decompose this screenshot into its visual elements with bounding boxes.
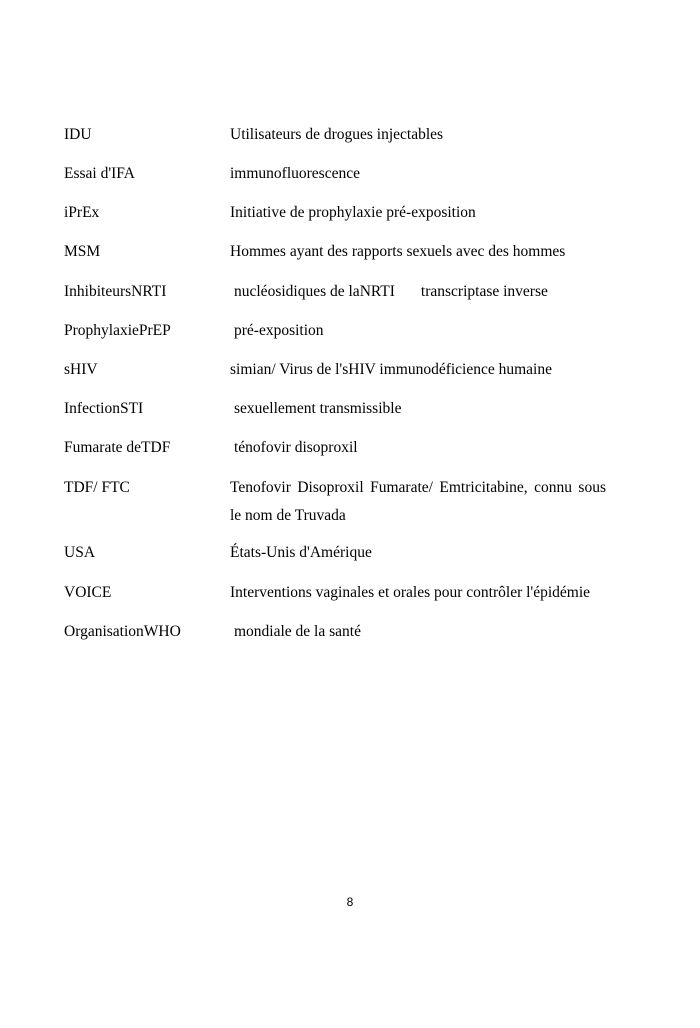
abbreviation-definition-group (230, 399, 606, 419)
abbreviation-term: iPrEx (64, 204, 100, 221)
abbreviation-term: VOICE (64, 584, 112, 601)
abbreviation-definition-group (230, 438, 606, 458)
abbreviation-definition-group (230, 321, 606, 341)
abbreviation-definition: États-Unis d'Amérique (230, 544, 372, 561)
abbreviation-definition: simian/ Virus de l'sHIV immunodéficience humaine (230, 361, 552, 378)
abbreviation-term: Fumarate deTDF (64, 439, 171, 456)
abbreviation-term: MSM (64, 243, 101, 260)
abbreviation-definition: Utilisateurs de drogues injectables (230, 126, 444, 143)
abbreviation-definition: mondiale de la santé (234, 623, 361, 640)
abbreviation-term: IDU (64, 126, 92, 143)
abbreviation-definition: immunofluorescence (230, 165, 360, 182)
abbreviation-definition-group (230, 282, 606, 302)
abbreviation-term: TDF/ FTC (64, 479, 130, 496)
abbreviation-definition: nucléosidiques de laNRTI (234, 283, 395, 300)
abbreviation-definition-group (230, 622, 606, 642)
abbreviation-term: InfectionSTI (64, 400, 144, 417)
abbreviation-definition: Hommes ayant des rapports sexuels avec des hommes (230, 243, 566, 260)
abbreviation-term: OrganisationWHO (64, 623, 181, 640)
abbreviation-term: USA (64, 544, 96, 561)
abbreviation-term: ProphylaxiePrEP (64, 322, 171, 339)
abbreviation-term: sHIV (64, 361, 98, 378)
abbreviation-definition: sexuellement transmissible (234, 400, 402, 417)
abbreviation-definition-extra: transcriptase inverse (420, 283, 548, 300)
abbreviation-definition: Initiative de prophylaxie pré-exposition (230, 204, 476, 221)
abbreviation-definition: ténofovir disoproxil (234, 439, 358, 456)
page-number: 8 (346, 895, 354, 909)
abbreviation-definition: Tenofovir Disoproxil Fumarate/ Emtricitabine, connu sous le nom de Truvada (230, 479, 606, 524)
abbreviation-definition: Interventions vaginales et orales pour contrôler l'épidémie (230, 584, 591, 601)
abbreviation-term: InhibiteursNRTI (64, 283, 167, 300)
abbreviation-definition: pré-exposition (234, 322, 324, 339)
abbreviation-term: Essai d'IFA (64, 165, 135, 182)
